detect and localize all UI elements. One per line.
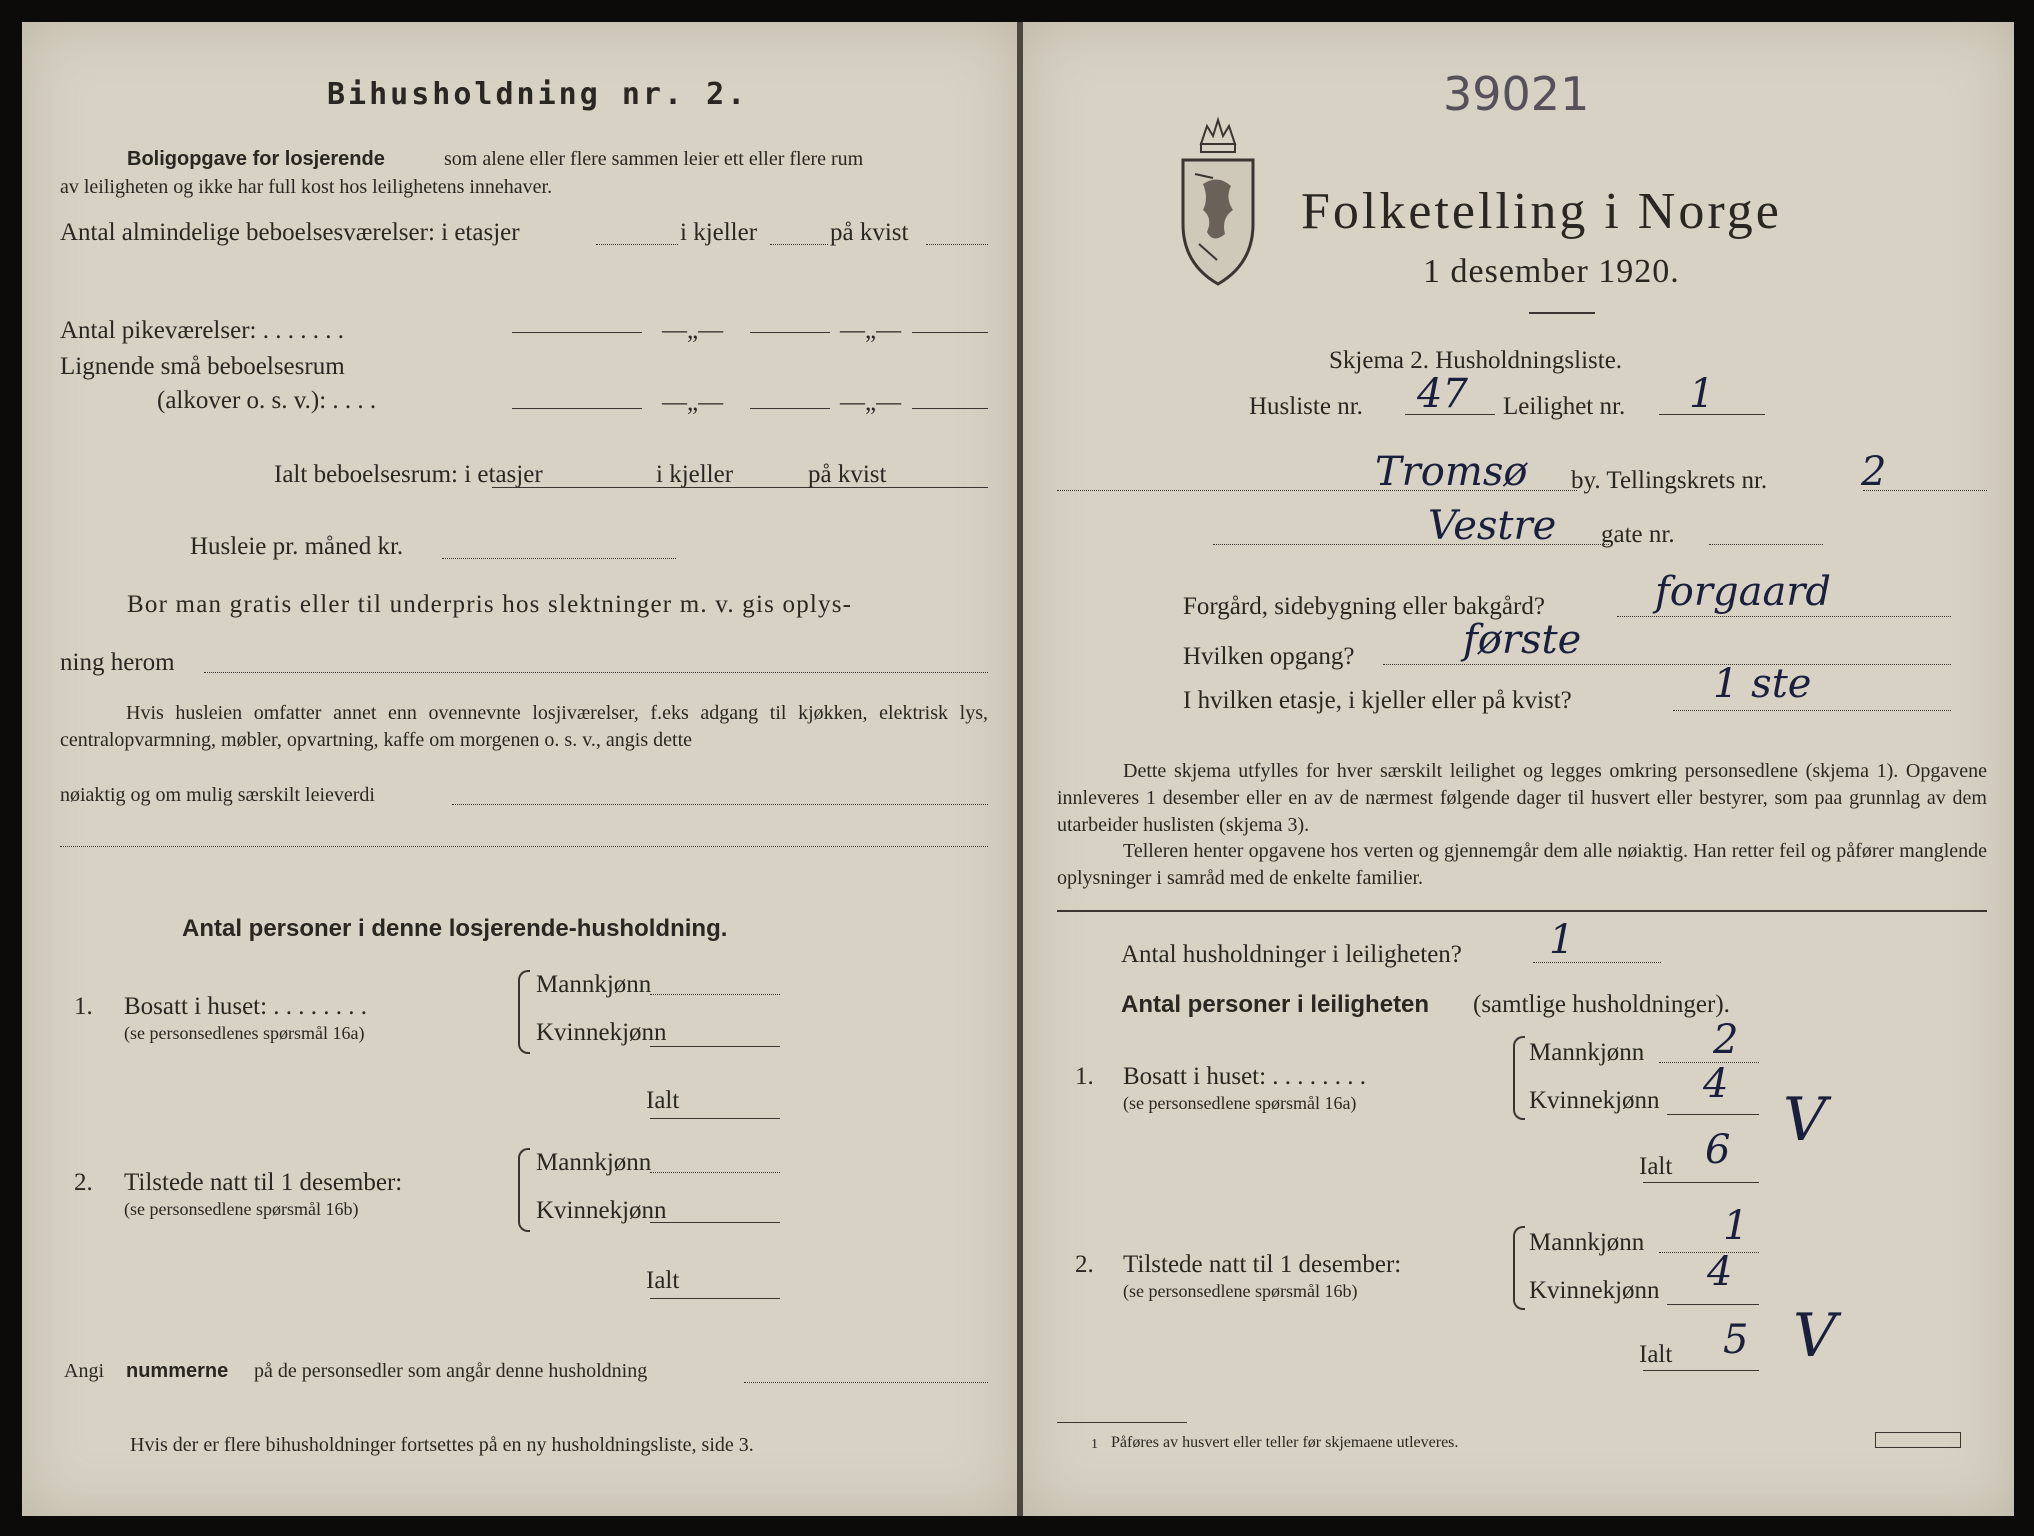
footnote-rule xyxy=(1057,1422,1187,1423)
city-field[interactable] xyxy=(1057,490,1577,491)
similar-ditto-2: —„— xyxy=(840,389,902,416)
district-field[interactable] xyxy=(1863,490,1987,491)
more-households-note: Hvis der er flere bihusholdninger fortsettes på en ny husholdningsliste, side 3. xyxy=(130,1434,754,1456)
yard-field[interactable] xyxy=(1617,616,1951,617)
persons-heading-bold: Antal personer i leiligheten xyxy=(1121,991,1430,1018)
maid-rooms-etasjer-field[interactable] xyxy=(512,332,642,333)
maid-ditto-1: —„— xyxy=(662,317,724,344)
maid-ditto-2: —„— xyxy=(840,317,902,344)
extra-field-2[interactable] xyxy=(60,846,988,847)
similar-rooms-attic-field[interactable] xyxy=(912,408,988,409)
intro-bold: Boligopgave for losjerende xyxy=(127,148,385,170)
q1-total-label: Ialt xyxy=(1639,1153,1673,1180)
q2-male-label: Mannkjønn xyxy=(1529,1229,1645,1256)
floor-field[interactable] xyxy=(1673,710,1951,711)
footnote-mark: 1 xyxy=(1091,1437,1098,1452)
q2-num: 2. xyxy=(74,1169,93,1196)
persons-heading-rest: (samtlige husholdninger). xyxy=(1473,991,1730,1018)
right-page xyxy=(1023,22,2014,1516)
q1-total-field[interactable] xyxy=(1643,1182,1759,1183)
similar-rooms-label-2: (alkover o. s. v.): . . . . xyxy=(157,387,377,414)
gate-label: gate nr. xyxy=(1601,521,1675,548)
census-date: 1 desember 1920. xyxy=(1423,253,1680,290)
q1-check-mark: V xyxy=(1783,1085,1827,1155)
numbers-field[interactable] xyxy=(744,1382,988,1383)
entrance-field[interactable] xyxy=(1383,664,1951,665)
similar-rooms-etasjer-field[interactable] xyxy=(512,408,642,409)
q1-male-label: Mannkjønn xyxy=(536,971,652,998)
maid-rooms-cellar-field[interactable] xyxy=(750,332,830,333)
households-field[interactable] xyxy=(1533,962,1661,963)
q1-female-label: Kvinnekjønn xyxy=(1529,1087,1660,1114)
apartment-field[interactable] xyxy=(1659,414,1765,415)
q1-ref: (se personsedlene spørsmål 16a) xyxy=(1123,1093,1357,1113)
q2-female-label: Kvinnekjønn xyxy=(536,1197,667,1224)
households-value: 1 xyxy=(1549,917,1575,963)
q2-ref: (se personsedlene spørsmål 16b) xyxy=(1123,1281,1358,1301)
entrance-value: første xyxy=(1463,617,1582,663)
q1-total-field[interactable] xyxy=(650,1118,780,1119)
q2-label: Tilstede natt til 1 desember: xyxy=(1123,1251,1402,1278)
printer-stamp xyxy=(1875,1432,1961,1448)
q2-label: Tilstede natt til 1 desember: xyxy=(124,1169,403,1196)
q1-num: 1. xyxy=(74,993,93,1020)
rooms-attic-label: på kvist xyxy=(830,219,909,246)
q2-check-mark: V xyxy=(1793,1301,1837,1371)
q2-female-label: Kvinnekjønn xyxy=(1529,1277,1660,1304)
floor-value: 1 ste xyxy=(1713,661,1812,707)
free-line-1: Bor man gratis eller til underpris hos slektninger m. v. gis oplys- xyxy=(127,591,853,618)
households-label: Antal husholdninger i leiligheten? xyxy=(1121,941,1462,968)
numbers-pre: Angi xyxy=(64,1360,104,1382)
house-list-value: 47 xyxy=(1417,371,1468,417)
q1-bracket xyxy=(1513,1036,1525,1120)
census-title: Folketelling i Norge xyxy=(1301,183,1782,240)
total-rooms-cellar-label: i kjeller xyxy=(656,461,734,488)
intro-line2: av leiligheten og ikke har full kost hos leilighetens innehaver. xyxy=(60,176,553,198)
numbers-post: på de personsedler som angår denne husholdning xyxy=(254,1360,648,1382)
instructions-2: Telleren henter opgavene hos verten og gjennemgår dem alle nøiaktig. Han retter feil og påfører manglende oplysninger i samråd med de enkelte familier. xyxy=(1057,840,1987,889)
rooms-label: Antal almindelige beboelsesværelser: i etasjer xyxy=(60,219,520,246)
street-value: Vestre xyxy=(1428,503,1557,549)
q1-female-field[interactable] xyxy=(650,1046,780,1047)
q2-bracket xyxy=(518,1148,530,1232)
extra-last-line: nøiaktig og om mulig særskilt leieverdi xyxy=(60,784,375,806)
rooms-attic-field[interactable] xyxy=(926,244,988,245)
q2-ref: (se personsedlene spørsmål 16b) xyxy=(124,1199,359,1219)
rooms-cellar-label: i kjeller xyxy=(680,219,758,246)
rooms-cellar-field[interactable] xyxy=(770,244,828,245)
q1-female-label: Kvinnekjønn xyxy=(536,1019,667,1046)
q2-male-field[interactable] xyxy=(650,1172,780,1173)
q1-total-label: Ialt xyxy=(646,1087,680,1114)
q1-bracket xyxy=(518,970,530,1054)
street-field[interactable] xyxy=(1213,544,1609,545)
intro-rest: som alene eller flere sammen leier ett eller flere rum xyxy=(444,148,864,170)
extra-paragraph: Hvis husleien omfatter annet enn ovennevnte losjiværelser, f.eks adgang til kjøkken, elektrisk lys, centralopvarmning, møbler, opvartning, kaffe om morgenen o. s. v., angis dette xyxy=(60,702,988,751)
yard-label: Forgård, sidebygning eller bakgård? xyxy=(1183,593,1545,620)
total-rooms-field[interactable] xyxy=(492,487,988,488)
total-rooms-label: Ialt beboelsesrum: i etasjer xyxy=(274,461,543,488)
q2-num: 2. xyxy=(1075,1251,1094,1278)
instructions-1: Dette skjema utfylles for hver særskilt leilighet og legges omkring personsedlene (skjema 1). Opgavene innleveres 1 desember eller en av de nærmest følgende dager til husvert eller bestyrer, som paa grunnlag av dem utarbeider huslisten (skjema 3). xyxy=(1057,760,1987,836)
total-rooms-attic-label: på kvist xyxy=(808,461,887,488)
q1-label: Bosatt i huset: . . . . . . . . xyxy=(1123,1063,1367,1090)
q2-total-field[interactable] xyxy=(1643,1370,1759,1371)
extra-field-1[interactable] xyxy=(452,804,988,805)
bihusholdning-title: Bihusholdning nr. 2. xyxy=(327,77,749,112)
q2-bracket xyxy=(1513,1226,1525,1310)
q2-female-value: 4 xyxy=(1707,1249,1733,1295)
q1-male-label: Mannkjønn xyxy=(1529,1039,1645,1066)
entrance-label: Hvilken opgang? xyxy=(1183,643,1355,670)
district-value: 2 xyxy=(1861,449,1887,495)
yard-value: forgaard xyxy=(1655,569,1832,615)
title-rule xyxy=(1529,312,1595,314)
apartment-label: Leilighet nr. xyxy=(1503,393,1626,420)
by-label: by. Tellingskrets nr. xyxy=(1571,467,1768,494)
city-value: Tromsø xyxy=(1375,449,1528,495)
section-rule xyxy=(1057,910,1987,912)
q1-male-value: 2 xyxy=(1713,1017,1739,1063)
q2-total-value: 5 xyxy=(1723,1317,1749,1363)
left-page xyxy=(22,22,1017,1516)
rent-label: Husleie pr. måned kr. xyxy=(190,533,404,560)
free-line-2: ning herom xyxy=(60,649,175,676)
similar-rooms-cellar-field[interactable] xyxy=(750,408,830,409)
q1-label: Bosatt i huset: . . . . . . . . xyxy=(124,993,368,1020)
similar-rooms-label-1: Lignende små beboelsesrum xyxy=(60,353,345,380)
q2-male-label: Mannkjønn xyxy=(536,1149,652,1176)
persons-heading: Antal personer i denne losjerende-husholdning. xyxy=(182,915,728,942)
footnote-text: Påføres av husvert eller teller før skjemaene utleveres. xyxy=(1111,1434,1459,1451)
q1-ref: (se personsedlenes spørsmål 16a) xyxy=(124,1023,365,1043)
house-list-field[interactable] xyxy=(1405,414,1495,415)
q2-total-field[interactable] xyxy=(650,1298,780,1299)
schema-label: Skjema 2. Husholdningsliste. xyxy=(1329,347,1623,374)
q2-female-field[interactable] xyxy=(650,1222,780,1223)
q2-male-value: 1 xyxy=(1723,1203,1749,1249)
numbers-bold: nummerne xyxy=(126,1360,229,1382)
rent-field[interactable] xyxy=(442,558,676,559)
q1-male-field[interactable] xyxy=(650,994,780,995)
free-field[interactable] xyxy=(204,672,988,673)
floor-label: I hvilken etasje, i kjeller eller på kvist? xyxy=(1183,687,1572,714)
house-list-label: Husliste nr. xyxy=(1249,393,1363,420)
q2-total-label: Ialt xyxy=(646,1267,680,1294)
archive-number: 39021 xyxy=(1443,67,1590,121)
q2-total-label: Ialt xyxy=(1639,1341,1673,1368)
coat-of-arms-icon xyxy=(1173,114,1263,294)
q1-female-value: 4 xyxy=(1703,1061,1729,1107)
maid-rooms-label: Antal pikeværelser: . . . . . . . xyxy=(60,317,344,344)
similar-ditto-1: —„— xyxy=(662,389,724,416)
apartment-value: 1 xyxy=(1689,371,1715,417)
rooms-etasjer-field[interactable] xyxy=(596,244,678,245)
gate-nr-field[interactable] xyxy=(1709,544,1823,545)
q1-total-value: 6 xyxy=(1705,1127,1731,1173)
q1-female-field[interactable] xyxy=(1667,1114,1759,1115)
q1-num: 1. xyxy=(1075,1063,1094,1090)
q2-female-field[interactable] xyxy=(1667,1304,1759,1305)
maid-rooms-attic-field[interactable] xyxy=(912,332,988,333)
